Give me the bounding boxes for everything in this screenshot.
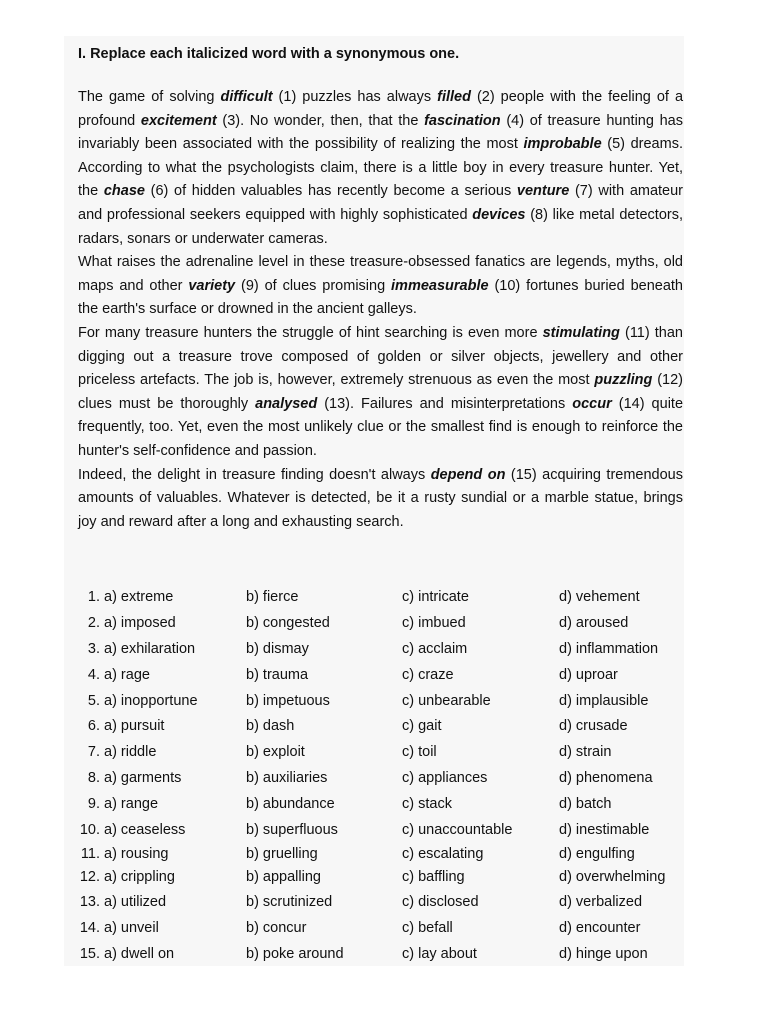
option-a (76, 844, 246, 864)
passage-text: (9) of clues promising (235, 277, 392, 294)
italicized-keyword: fascination (424, 112, 501, 129)
option-d (559, 916, 686, 942)
option-d (559, 637, 686, 663)
option-text: c) lay about (402, 945, 477, 962)
option-c (402, 663, 559, 689)
question-number: 8. (87, 770, 100, 787)
option-text: c) befall (402, 919, 453, 936)
option-text: c) craze (402, 666, 454, 683)
italicized-keyword: puzzling (594, 372, 653, 389)
question-number: 5. (87, 692, 100, 709)
option-text: c) gait (402, 718, 442, 735)
option-b (246, 714, 402, 740)
option-text: c) baffling (402, 868, 465, 885)
option-text: d) batch (559, 796, 612, 813)
passage-text: (4) of treasure hunting has invariably been associated with the possibility of realizing the most (78, 112, 683, 153)
italicized-keyword: filled (437, 89, 471, 105)
option-d (559, 818, 686, 844)
passage-text: (10) fortunes buried beneath the earth's surface or drowned in the ancient galleys. (78, 277, 683, 318)
option-d (559, 585, 686, 611)
option-c (402, 740, 559, 766)
option-text: d) engulfing (559, 845, 635, 862)
option-text: c) stack (402, 796, 452, 813)
option-text: b) superfluous (246, 822, 338, 839)
option-d (559, 942, 686, 968)
passage-text: (7) with amateur and professional seekers equipped with highly sophisticated (78, 183, 684, 223)
option-a (76, 864, 246, 890)
italicized-keyword: devices (472, 206, 526, 223)
passage-text: (13). Failures and misinterpretations (317, 395, 573, 412)
question-number: 11. (80, 845, 100, 862)
option-c (402, 864, 559, 890)
option-a (76, 942, 246, 968)
option-b (246, 585, 402, 611)
option-a (76, 663, 246, 689)
option-a (76, 689, 246, 715)
option-text: a) exhilaration (104, 640, 196, 657)
italicized-keyword: venture (516, 183, 570, 200)
option-text: c) unbearable (402, 692, 491, 709)
question-number: 9. (87, 796, 100, 813)
option-text: b) appalling (246, 868, 321, 885)
option-a (76, 818, 246, 844)
option-b (246, 792, 402, 818)
passage-text: (2) people with the feeling of a profound (78, 89, 684, 129)
option-text: a) dwell on (104, 945, 175, 962)
option-row (76, 942, 686, 968)
italicized-keyword: chase (103, 183, 145, 200)
option-row (76, 818, 686, 844)
option-b (246, 663, 402, 689)
option-text: c) toil (402, 744, 437, 761)
option-a (76, 637, 246, 663)
question-number: 6. (87, 718, 100, 735)
option-row (76, 890, 686, 916)
option-a (76, 611, 246, 637)
option-row (76, 766, 686, 792)
option-d (559, 740, 686, 766)
italicized-keyword: stimulating (542, 324, 620, 341)
option-b (246, 864, 402, 890)
passage-text: For many treasure hunters the struggle of hint searching is even more (78, 324, 543, 341)
italicized-keyword: excitement (140, 112, 217, 129)
option-a (76, 714, 246, 740)
option-text: b) impetuous (246, 692, 330, 709)
option-text: d) crusade (559, 718, 628, 735)
italicized-keyword: immeasurable (391, 277, 489, 294)
option-b (246, 611, 402, 637)
passage-text: (1) puzzles has always (272, 89, 438, 105)
option-row (76, 844, 686, 864)
passage-text: What raises the adrenaline level in these treasure-obsessed fanatics are legends, myths, old maps and other (78, 254, 683, 294)
option-row (76, 663, 686, 689)
option-text: a) unveil (104, 919, 159, 936)
option-text: d) phenomena (559, 770, 653, 787)
option-row (76, 916, 686, 942)
option-text: b) congested (246, 614, 330, 631)
option-c (402, 792, 559, 818)
option-text: a) utilized (104, 893, 167, 910)
option-row (76, 740, 686, 766)
option-text: b) concur (246, 919, 307, 936)
question-number: 14. (79, 919, 100, 936)
option-c (402, 766, 559, 792)
option-text: c) escalating (402, 845, 484, 862)
passage-text: The game of solving (78, 89, 221, 105)
option-text: c) unaccountable (402, 822, 513, 839)
passage-text: Indeed, the delight in treasure finding doesn't always (78, 466, 431, 483)
option-b (246, 637, 402, 663)
option-a (76, 766, 246, 792)
option-text: d) vehement (559, 589, 640, 605)
question-number: 7. (87, 744, 100, 761)
option-text: a) pursuit (104, 718, 165, 735)
option-text: a) extreme (104, 589, 174, 605)
italicized-keyword: improbable (523, 136, 602, 153)
option-c (402, 714, 559, 740)
option-text: d) uproar (559, 666, 618, 683)
option-b (246, 689, 402, 715)
option-text: a) range (104, 796, 159, 813)
option-text: d) strain (559, 744, 612, 761)
passage-text: (12) clues must be thoroughly (78, 372, 683, 412)
passage-paragraph (78, 251, 683, 322)
option-c (402, 818, 559, 844)
option-c (402, 942, 559, 968)
option-c (402, 844, 559, 864)
option-c (402, 585, 559, 611)
option-text: a) crippling (104, 868, 175, 885)
option-row (76, 689, 686, 715)
passage-text: (3). No wonder, then, that the (216, 112, 425, 129)
option-b (246, 916, 402, 942)
question-number: 1. (87, 589, 100, 605)
italicized-keyword: difficult (220, 89, 273, 105)
option-text: d) aroused (559, 614, 629, 631)
passage-paragraph (78, 322, 683, 464)
passage-text: (15) acquiring tremendous amounts of valuables. Whatever is detected, be it a rusty sundial or a marble statue, brings joy and reward after a long and exhausting search. (78, 466, 683, 530)
option-text: c) imbued (402, 614, 466, 631)
option-d (559, 689, 686, 715)
option-d (559, 792, 686, 818)
option-d (559, 890, 686, 916)
option-text: d) inestimable (559, 822, 650, 839)
option-text: a) rage (104, 666, 150, 683)
option-a (76, 585, 246, 611)
option-b (246, 818, 402, 844)
option-text: a) inopportune (104, 692, 198, 709)
italicized-keyword: variety (188, 277, 236, 294)
question-number: 4. (87, 666, 100, 683)
option-c (402, 689, 559, 715)
option-text: d) hinge upon (559, 945, 648, 962)
option-text: b) fierce (246, 589, 299, 605)
option-d (559, 714, 686, 740)
option-text: d) encounter (559, 919, 641, 936)
option-text: b) dash (246, 718, 295, 735)
option-b (246, 890, 402, 916)
option-text: a) imposed (104, 614, 176, 631)
option-text: c) intricate (402, 589, 469, 605)
option-row (76, 637, 686, 663)
option-b (246, 844, 402, 864)
option-text: a) rousing (104, 845, 169, 862)
question-number: 10. (79, 822, 100, 839)
passage-text: (14) quite frequently, too. Yet, even the most unlikely clue or the smallest find is enough to reinforce the hunter's self-confidence and passion. (78, 395, 684, 459)
option-row (76, 585, 686, 611)
option-c (402, 916, 559, 942)
option-text: c) appliances (402, 770, 488, 787)
passage-text: (6) of hidden valuables has recently become a serious (144, 183, 517, 200)
passage-paragraph (78, 86, 683, 251)
option-row (76, 714, 686, 740)
question-number: 3. (87, 640, 100, 657)
reading-passage (78, 86, 683, 534)
option-text: d) overwhelming (559, 868, 666, 885)
option-row (76, 611, 686, 637)
passage-paragraph (78, 464, 683, 535)
option-row (76, 864, 686, 890)
italicized-keyword: depend on (430, 466, 506, 483)
option-text: b) dismay (246, 640, 309, 657)
exercise-heading: I. Replace each italicized word with a synonymous one. (78, 46, 460, 62)
option-text: d) verbalized (559, 893, 643, 910)
option-text: b) poke around (246, 945, 344, 962)
option-b (246, 942, 402, 968)
option-text: b) auxiliaries (246, 770, 328, 787)
option-text: b) abundance (246, 796, 335, 813)
option-a (76, 890, 246, 916)
option-d (559, 663, 686, 689)
option-text: a) riddle (104, 744, 157, 761)
option-text: d) inflammation (559, 640, 659, 657)
option-text: a) ceaseless (104, 822, 186, 839)
option-text: a) garments (104, 770, 182, 787)
passage-text: (11) than digging out a treasure trove composed of golden or silver objects, jewellery and other priceless artefacts. The job is, however, extremely strenuous as even the most (78, 324, 683, 389)
option-c (402, 890, 559, 916)
option-b (246, 740, 402, 766)
option-text: b) trauma (246, 666, 309, 683)
option-a (76, 792, 246, 818)
italicized-keyword: occur (572, 395, 612, 412)
question-number: 13. (79, 893, 100, 910)
option-d (559, 844, 686, 864)
question-number: 2. (87, 614, 100, 631)
option-text: c) acclaim (402, 640, 468, 657)
option-a (76, 916, 246, 942)
option-c (402, 611, 559, 637)
question-number: 15. (79, 945, 100, 962)
option-text: b) exploit (246, 744, 305, 761)
passage-text: (5) dreams. According to what the psychologists claim, there is a little boy in every treasure hunter. Yet, the (78, 136, 683, 200)
option-c (402, 637, 559, 663)
option-d (559, 766, 686, 792)
option-d (559, 864, 686, 890)
option-d (559, 611, 686, 637)
passage-text: (8) like metal detectors, radars, sonars or underwater cameras. (78, 206, 683, 247)
italicized-keyword: analysed (255, 395, 318, 412)
option-text: d) implausible (559, 692, 649, 709)
option-text: b) scrutinized (246, 893, 333, 910)
option-a (76, 740, 246, 766)
option-text: b) gruelling (246, 845, 318, 862)
answer-options-list (76, 585, 686, 968)
question-number: 12. (79, 868, 100, 885)
option-row (76, 792, 686, 818)
option-text: c) disclosed (402, 893, 479, 910)
option-b (246, 766, 402, 792)
